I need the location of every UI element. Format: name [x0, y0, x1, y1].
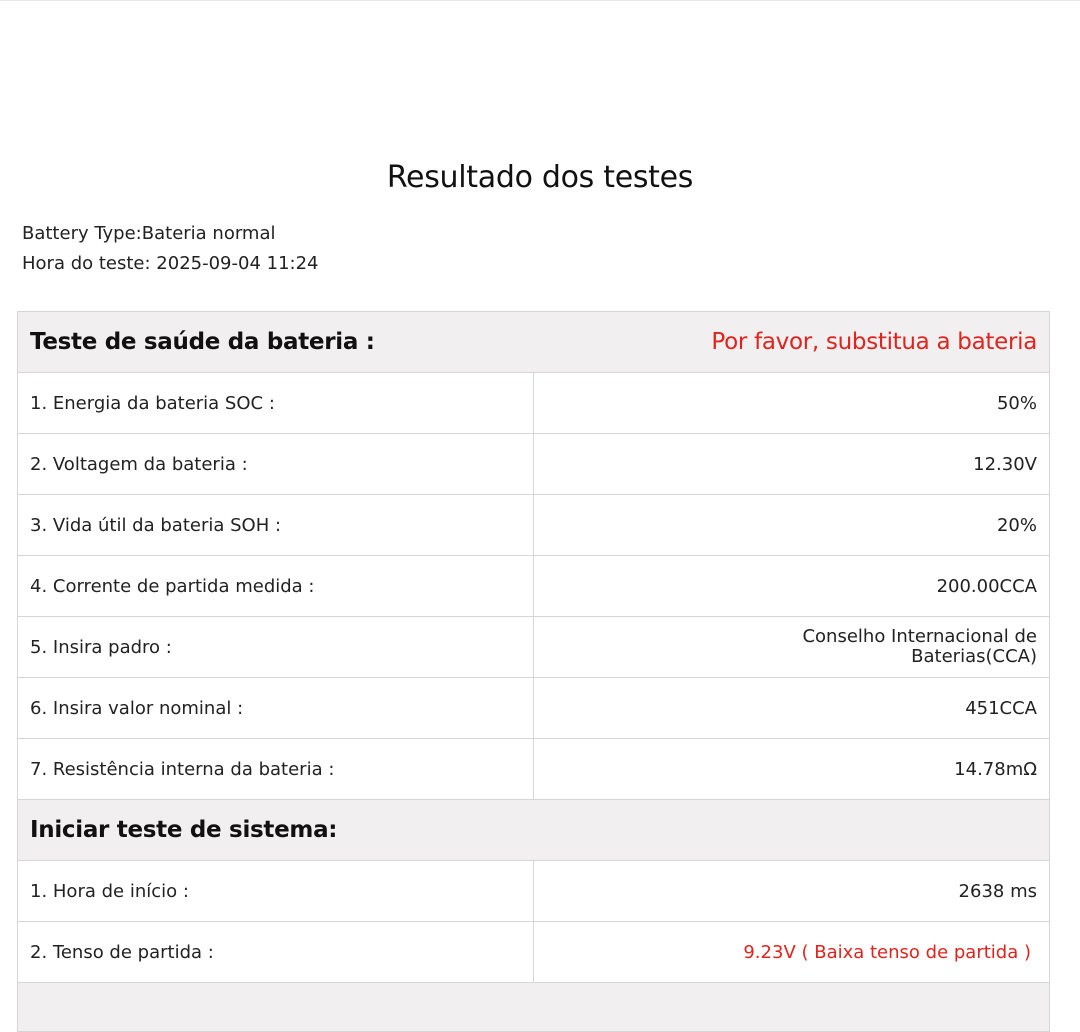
- row-value-soh: 20%: [534, 495, 1050, 556]
- row-value-resistance: 14.78mΩ: [534, 739, 1050, 800]
- system-section-title: Iniciar teste de sistema:: [30, 817, 338, 843]
- table-row: [18, 739, 1050, 800]
- table-row: [18, 373, 1050, 434]
- row-value-cranking-voltage: 9.23V ( Baixa tenso de partida ): [534, 922, 1050, 983]
- row-value-standard: [534, 617, 1050, 678]
- row-value-cranking-current: 200.00CCA: [534, 556, 1050, 617]
- table-row: [18, 861, 1050, 922]
- results-table: [17, 311, 1050, 1032]
- row-label-cranking-current: 4. Corrente de partida medida :: [18, 556, 534, 617]
- table-row: [18, 678, 1050, 739]
- row-value-start-time: 2638 ms: [534, 861, 1050, 922]
- health-section-header: [18, 312, 1050, 373]
- table-row: [18, 495, 1050, 556]
- row-label-soc: 1. Energia da bateria SOC :: [18, 373, 534, 434]
- table-row: [18, 434, 1050, 495]
- row-value-voltage: 12.30V: [534, 434, 1050, 495]
- row-label-resistance: 7. Resistência interna da bateria :: [18, 739, 534, 800]
- standard-line-2: Baterias(CCA): [911, 646, 1037, 667]
- next-section-header-cutoff: [18, 983, 1050, 1032]
- row-label-voltage: 2. Voltagem da bateria :: [18, 434, 534, 495]
- table-row: [18, 922, 1050, 983]
- standard-line-1: Conselho Internacional de: [802, 626, 1037, 647]
- row-label-soh: 3. Vida útil da bateria SOH :: [18, 495, 534, 556]
- row-label-rated-value: 6. Insira valor nominal :: [18, 678, 534, 739]
- table-row: [18, 617, 1050, 678]
- row-value-soc: 50%: [534, 373, 1050, 434]
- system-section-header: [18, 800, 1050, 861]
- row-label-start-time: 1. Hora de início :: [18, 861, 534, 922]
- row-label-standard: 5. Insira padro :: [18, 617, 534, 678]
- health-status: Por favor, substitua a bateria: [711, 329, 1037, 355]
- row-label-cranking-voltage: 2. Tenso de partida :: [18, 922, 534, 983]
- row-value-rated-value: 451CCA: [534, 678, 1050, 739]
- battery-type: Battery Type:Bateria normal: [22, 223, 276, 244]
- table-row: [18, 556, 1050, 617]
- test-time: Hora do teste: 2025-09-04 11:24: [22, 253, 319, 274]
- health-section-title: Teste de saúde da bateria :: [30, 329, 375, 355]
- page-title: Resultado dos testes: [386, 160, 694, 195]
- top-divider: [0, 0, 1080, 1]
